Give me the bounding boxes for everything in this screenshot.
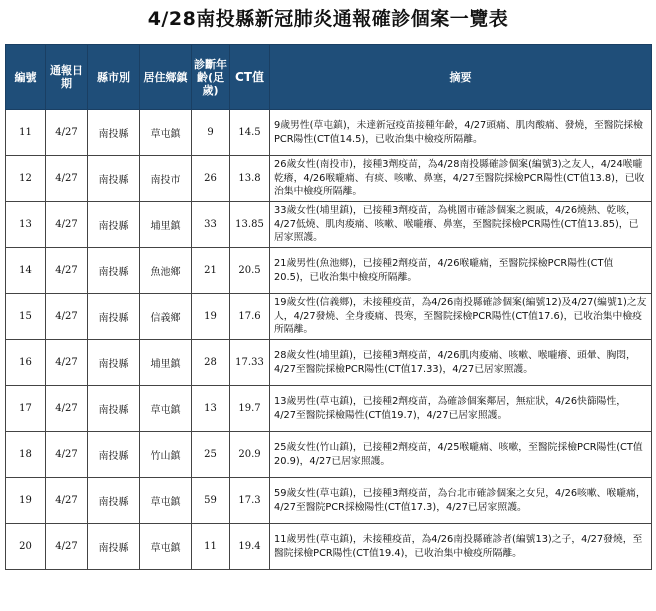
cell-age: 11 (192, 524, 230, 570)
cell-summary: 13歲男性(草屯鎮)，已接種2劑疫苗，為確診個案鄰居，無症狀，4/26快篩陽性，4/27至醫院採檢陽性(CT值19.7)，4/27已居家照護。 (270, 386, 652, 432)
cell-date: 4/27 (46, 478, 88, 524)
table-row (6, 340, 652, 386)
cell-date: 4/27 (46, 202, 88, 248)
cell-county: 南投縣 (88, 156, 140, 202)
table-row (6, 202, 652, 248)
cell-town: 魚池鄉 (140, 248, 192, 294)
cell-town: 草屯鎮 (140, 386, 192, 432)
cell-id: 11 (6, 110, 46, 156)
cell-date: 4/27 (46, 524, 88, 570)
cell-summary: 9歲男性(草屯鎮)，未達新冠疫苗接種年齡，4/27頭痛、肌肉酸痛、發燒，至醫院採檢PCR陽性(CT值14.5)，已收治集中檢疫所隔離。 (270, 110, 652, 156)
cell-date: 4/27 (46, 156, 88, 202)
cell-county: 南投縣 (88, 432, 140, 478)
cell-id: 18 (6, 432, 46, 478)
table-header-row (6, 45, 652, 110)
cell-ct: 19.7 (230, 386, 270, 432)
cell-summary: 26歲女性(南投市)，接種3劑疫苗，為4/28南投縣確診個案(編號3)之友人，4/24喉嚨乾癢，4/26喉嚨痛、有痰、咳嗽、鼻塞，4/27至醫院採檢PCR陽性(CT值13.8)，已收治集中檢疫所隔離。 (270, 156, 652, 202)
cell-town: 信義鄉 (140, 294, 192, 340)
cell-ct: 17.6 (230, 294, 270, 340)
cell-id: 17 (6, 386, 46, 432)
cell-age: 13 (192, 386, 230, 432)
header-town: 居住鄉鎮 (140, 45, 192, 110)
cell-date: 4/27 (46, 432, 88, 478)
cell-id: 20 (6, 524, 46, 570)
cell-id: 13 (6, 202, 46, 248)
cell-town: 埔里鎮 (140, 202, 192, 248)
cell-id: 19 (6, 478, 46, 524)
header-summary: 摘要 (270, 45, 652, 110)
cell-county: 南投縣 (88, 340, 140, 386)
case-table (5, 44, 652, 570)
cell-id: 12 (6, 156, 46, 202)
cell-age: 28 (192, 340, 230, 386)
cell-town: 竹山鎮 (140, 432, 192, 478)
cell-date: 4/27 (46, 340, 88, 386)
cell-county: 南投縣 (88, 202, 140, 248)
cell-ct: 19.4 (230, 524, 270, 570)
table-row (6, 478, 652, 524)
table-row (6, 386, 652, 432)
cell-ct: 13.85 (230, 202, 270, 248)
cell-town: 草屯鎮 (140, 524, 192, 570)
cell-ct: 17.3 (230, 478, 270, 524)
cell-ct: 14.5 (230, 110, 270, 156)
cell-date: 4/27 (46, 386, 88, 432)
table-row (6, 248, 652, 294)
cell-county: 南投縣 (88, 478, 140, 524)
cell-summary: 59歲女性(草屯鎮)，已接種3劑疫苗，為台北市確診個案之女兒，4/26咳嗽、喉嚨痛，4/27至醫院PCR採檢陽性(CT值17.3)，4/27已居家照護。 (270, 478, 652, 524)
cell-town: 南投市 (140, 156, 192, 202)
cell-summary: 33歲女性(埔里鎮)，已接種3劑疫苗，為桃園市確診個案之親戚，4/26燒熱、乾咳，4/27低燒、肌肉痠痛、咳嗽、喉嚨癢、鼻塞，至醫院採檢PCR陽性(CT值13.85)，已居家照護。 (270, 202, 652, 248)
cell-age: 26 (192, 156, 230, 202)
cell-county: 南投縣 (88, 386, 140, 432)
table-row (6, 156, 652, 202)
header-ct: CT值 (230, 45, 270, 110)
cell-summary: 25歲女性(竹山鎮)，已接種2劑疫苗，4/25喉嚨痛、咳嗽，至醫院採檢PCR陽性(CT值20.9)，4/27已居家照護。 (270, 432, 652, 478)
cell-county: 南投縣 (88, 524, 140, 570)
cell-ct: 13.8 (230, 156, 270, 202)
cell-age: 25 (192, 432, 230, 478)
header-date: 通報日期 (46, 45, 88, 110)
table-row (6, 524, 652, 570)
cell-county: 南投縣 (88, 248, 140, 294)
cell-ct: 20.5 (230, 248, 270, 294)
cell-date: 4/27 (46, 294, 88, 340)
cell-age: 19 (192, 294, 230, 340)
cell-summary: 19歲女性(信義鄉)，未接種疫苗，為4/26南投縣確診個案(編號12)及4/27(編號1)之友人，4/27發燒、全身痠痛、畏寒，至醫院採檢PCR陽性(CT值17.6)，已收治集中檢疫所隔離。 (270, 294, 652, 340)
cell-id: 14 (6, 248, 46, 294)
table-row (6, 432, 652, 478)
cell-age: 33 (192, 202, 230, 248)
cell-ct: 17.33 (230, 340, 270, 386)
cell-summary: 21歲男性(魚池鄉)，已接種2劑疫苗，4/26喉嚨痛，至醫院採檢PCR陽性(CT值20.5)，已收治集中檢疫所隔離。 (270, 248, 652, 294)
cell-summary: 28歲女性(埔里鎮)，已接種3劑疫苗，4/26肌肉痠痛、咳嗽、喉嚨癢、頭暈、胸悶，4/27至醫院採檢PCR陽性(CT值17.33)，4/27已居家照護。 (270, 340, 652, 386)
cell-age: 9 (192, 110, 230, 156)
cell-ct: 20.9 (230, 432, 270, 478)
cell-date: 4/27 (46, 110, 88, 156)
table-row (6, 110, 652, 156)
table-row (6, 294, 652, 340)
cell-id: 15 (6, 294, 46, 340)
cell-town: 埔里鎮 (140, 340, 192, 386)
header-id: 編號 (6, 45, 46, 110)
cell-date: 4/27 (46, 248, 88, 294)
cell-county: 南投縣 (88, 110, 140, 156)
cell-age: 21 (192, 248, 230, 294)
case-table-container (5, 44, 651, 570)
header-county: 縣市別 (88, 45, 140, 110)
cell-county: 南投縣 (88, 294, 140, 340)
cell-town: 草屯鎮 (140, 110, 192, 156)
cell-age: 59 (192, 478, 230, 524)
header-age: 診斷年齡(足歲) (192, 45, 230, 110)
cell-id: 16 (6, 340, 46, 386)
cell-summary: 11歲男性(草屯鎮)，未接種疫苗，為4/26南投縣確診者(編號13)之子，4/27發燒，至醫院採檢PCR陽性(CT值19.4)，已收治集中檢疫所隔離。 (270, 524, 652, 570)
cell-town: 草屯鎮 (140, 478, 192, 524)
page-title: 4/28南投縣新冠肺炎通報確診個案一覽表 (147, 8, 509, 30)
